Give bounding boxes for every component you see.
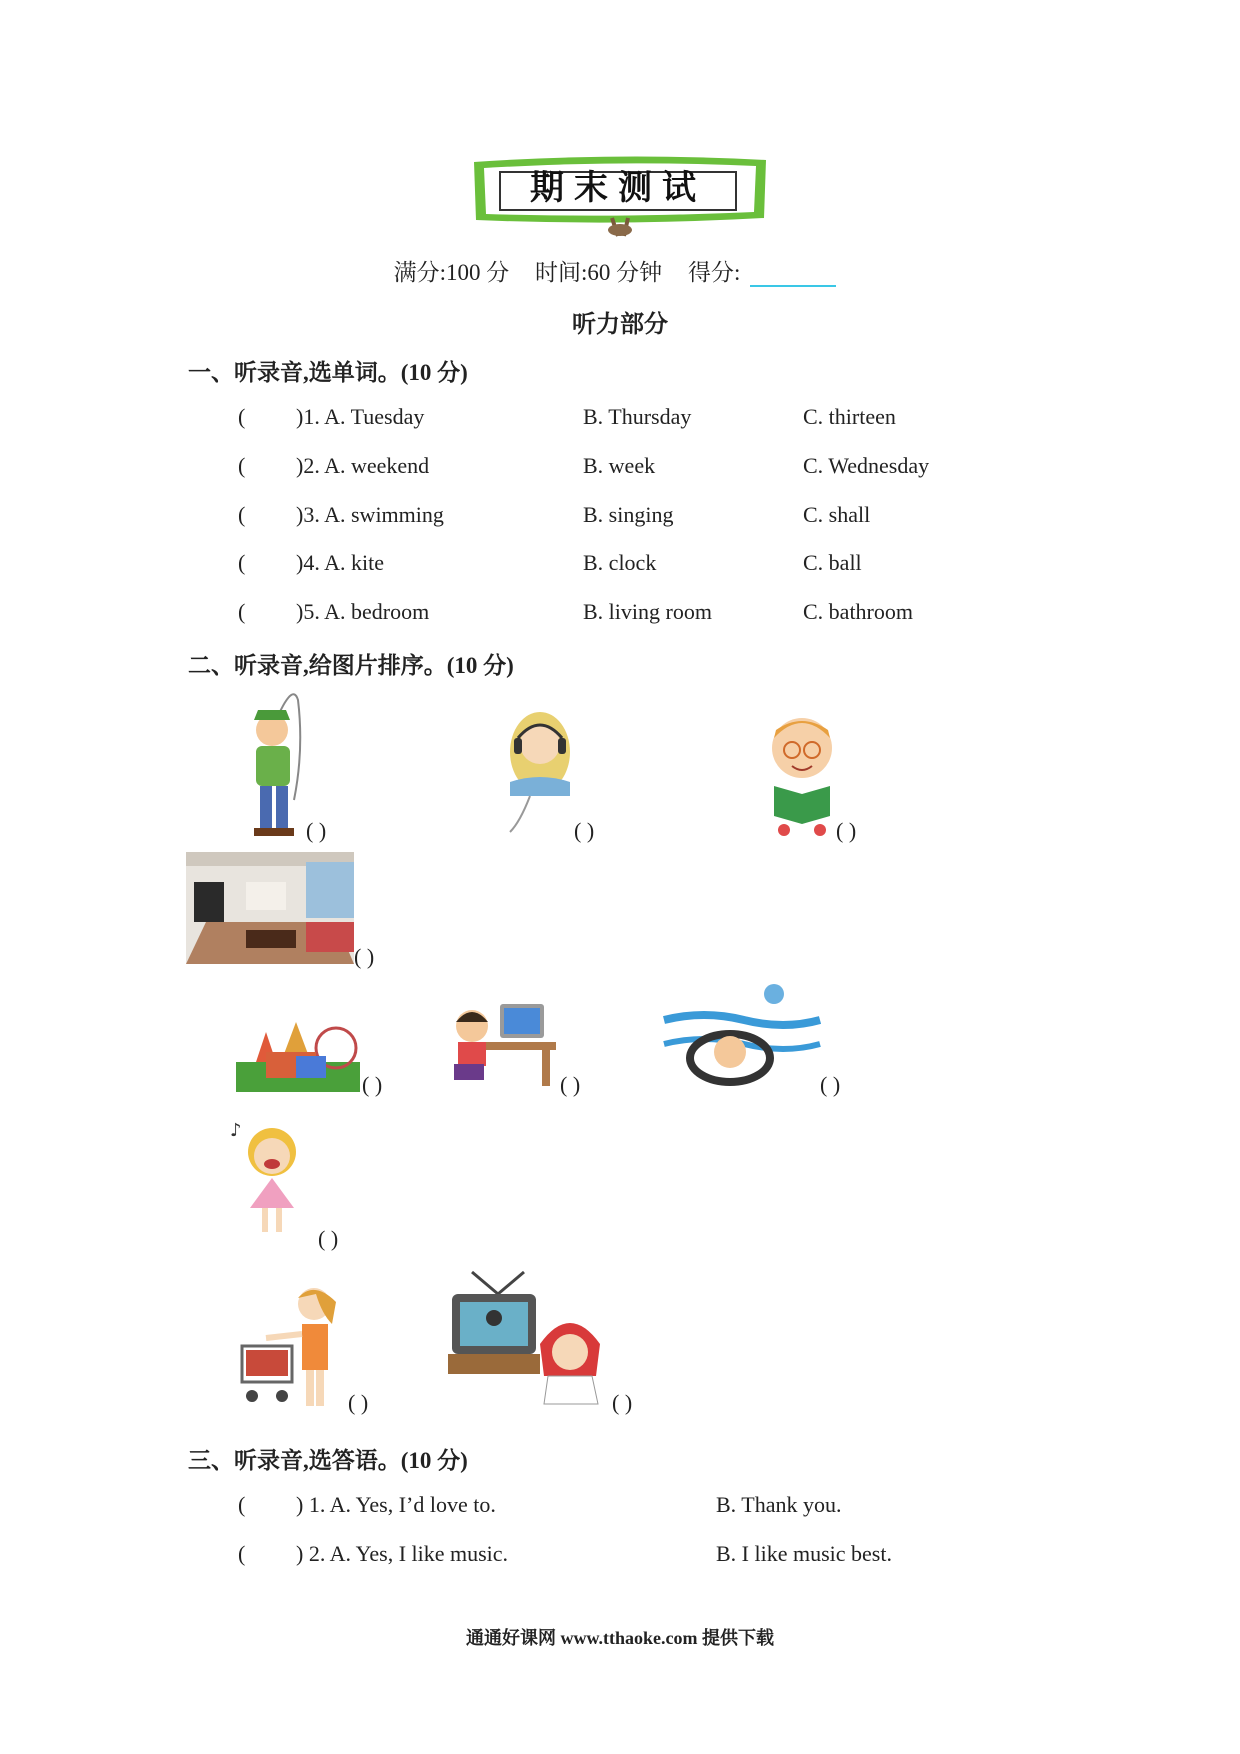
s1-question-5 (238, 599, 1058, 631)
option-a: ) 1. A. Yes, I’d love to. (296, 1492, 496, 1517)
answer-blank[interactable]: ( (238, 1492, 246, 1517)
girl-singing-image (230, 1118, 312, 1242)
option-b: B. I like music best. (716, 1541, 892, 1566)
option-a: ) 2. A. Yes, I like music. (296, 1541, 509, 1566)
s1-question-1 (238, 404, 1058, 436)
order-blank-3[interactable]: ( ) (836, 818, 857, 843)
option-b: B. singing (583, 502, 674, 527)
option-a: )1. A. Tuesday (296, 404, 425, 429)
fishing-boy-image (232, 690, 314, 838)
score-label: 得分: (688, 260, 846, 285)
order-blank-2[interactable]: ( ) (574, 818, 595, 843)
boy-swimming-image (664, 980, 820, 1090)
s1-question-2 (238, 453, 1058, 485)
s3-question-1 (238, 1492, 1058, 1524)
answer-blank[interactable]: ( (238, 1541, 246, 1566)
option-b: B. Thursday (583, 404, 692, 429)
score-line (0, 254, 1240, 287)
option-b: B. week (583, 453, 656, 478)
order-blank-7[interactable]: ( ) (820, 1072, 841, 1097)
option-c: C. thirteen (803, 404, 896, 429)
order-blank-1[interactable]: ( ) (306, 818, 327, 843)
option-a: )4. A. kite (296, 550, 384, 575)
title-banner (470, 152, 770, 236)
living-room-image (186, 852, 354, 964)
girl-watching-tv-image (448, 1272, 612, 1410)
option-b: B. living room (583, 599, 712, 624)
order-blank-5[interactable]: ( ) (362, 1072, 383, 1097)
woman-shopping-image (236, 1284, 350, 1414)
svg-text:♪: ♪ (230, 1120, 242, 1141)
girl-with-headphones-image (500, 702, 580, 838)
order-blank-10[interactable]: ( ) (612, 1390, 633, 1415)
order-blank-9[interactable]: ( ) (348, 1390, 369, 1415)
answer-blank[interactable]: ( (238, 550, 246, 575)
option-b: B. clock (583, 550, 657, 575)
amusement-park-image (236, 1012, 360, 1092)
option-c: C. Wednesday (803, 453, 930, 478)
page-title: 期末测试 (530, 168, 706, 208)
option-c: C. shall (803, 502, 871, 527)
score-blank[interactable] (750, 263, 836, 287)
section1-heading: 一、听录音,选单词。(10 分) (188, 360, 468, 385)
option-c: C. ball (803, 550, 862, 575)
boy-reading-image (762, 708, 842, 836)
s3-question-2 (238, 1541, 1058, 1573)
answer-blank[interactable]: ( (238, 453, 246, 478)
section2-heading: 二、听录音,给图片排序。(10 分) (188, 653, 514, 678)
boy-at-computer-image (446, 998, 558, 1090)
option-c: C. bathroom (803, 599, 913, 624)
section3-heading: 三、听录音,选答语。(10 分) (188, 1448, 468, 1473)
option-b: B. Thank you. (716, 1492, 842, 1517)
order-blank-4[interactable]: ( ) (354, 944, 375, 969)
part-title: 听力部分 (572, 312, 668, 338)
answer-blank[interactable]: ( (238, 599, 246, 624)
answer-blank[interactable]: ( (238, 502, 246, 527)
s1-question-4 (238, 550, 1058, 582)
full-score: 满分:100 分 (393, 260, 510, 285)
time-limit: 时间:60 分钟 (535, 260, 663, 285)
option-a: )2. A. weekend (296, 453, 430, 478)
option-a: )3. A. swimming (296, 502, 444, 527)
order-blank-8[interactable]: ( ) (318, 1226, 339, 1251)
footer-credit: 通通好课网 www.tthaoke.com 提供下载 (466, 1628, 774, 1648)
answer-blank[interactable]: ( (238, 404, 246, 429)
s1-question-3 (238, 502, 1058, 534)
option-a: )5. A. bedroom (296, 599, 430, 624)
order-blank-6[interactable]: ( ) (560, 1072, 581, 1097)
